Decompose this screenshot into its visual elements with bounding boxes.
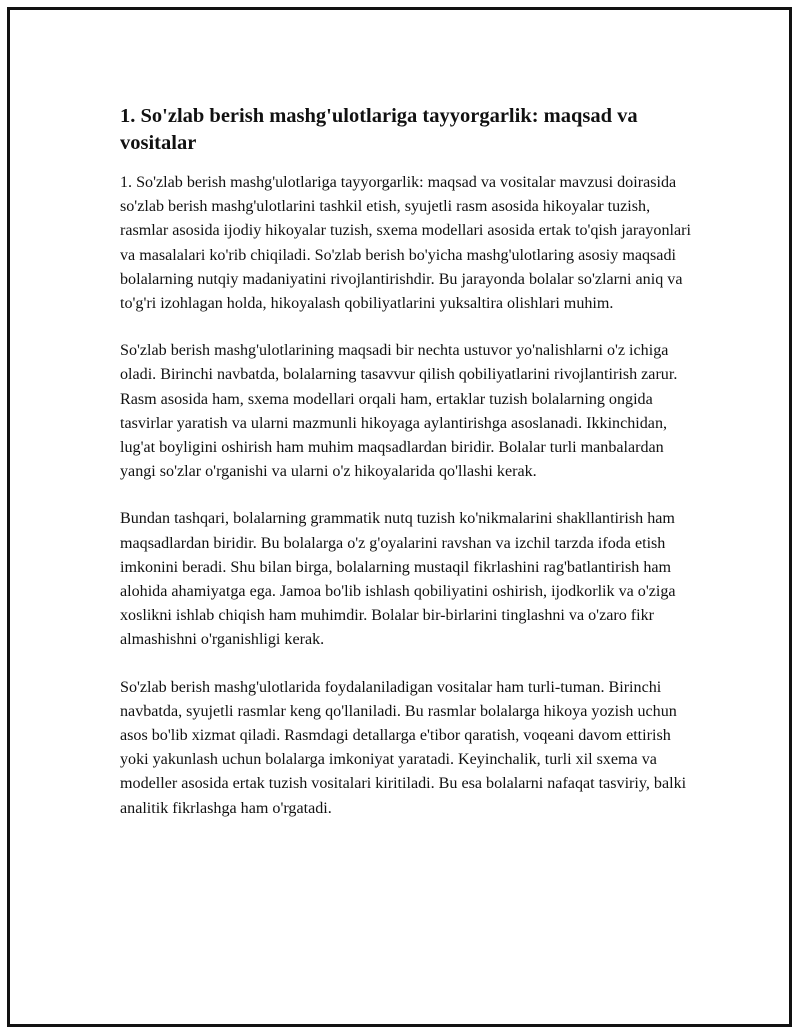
paragraph-1: 1. So'zlab berish mashg'ulotlariga tayyorgarlik: maqsad va vositalar mavzusi doirasida so'zlab berish mashg'ulotlarini tashkil etish, syujetli rasm asosida hikoyalar tuzish, rasmlar asosida ijodiy hikoyalar tuzish, sxema modellari asosida ertak to'qish jarayonlari va masalalari ko'rib chiqiladi. So'zlab berish bo'yicha mashg'ulotlaring asosiy maqsadi bolalarning nutqiy madaniyatini rivojlantirishdir. Bu jarayonda bolalar so'zlarni aniq va to'g'ri izohlagan holda, hikoyalash qobiliyatlarini yuksaltira olishlari muhim. (120, 174, 691, 313)
paragraph-3: Bundan tashqari, bolalarning grammatik nutq tuzish ko'nikmalarini shakllantirish ham maqsadlardan biridir. Bu bolalarga o'z g'oyalarini ravshan va izchil tarzda ifoda etish imkonini beradi. Shu bilan birga, bolalarning mustaqil fikrlashini rag'batlantirish ham alohida ahamiyatga ega. Jamoa bo'lib ishlash qobiliyatini oshirish, ijodkorlik va o'ziga xoslikni ishlab chiqish ham muhimdir. Bolalar bir-birlarini tinglashni va o'zaro fikr almashishni o'rganishligi kerak. (120, 510, 676, 649)
document-title: 1. So'zlab berish mashg'ulotlariga tayyorgarlik: maqsad va vositalar (120, 105, 638, 154)
paragraph-4: So'zlab berish mashg'ulotlarida foydalaniladigan vositalar ham turli-tuman. Birinchi navbatda, syujetli rasmlar keng qo'llaniladi. Bu rasmlar bolalarga hikoya yozish uchun asos bo'lib xizmat qiladi. Rasmdagi detallarga e'tibor qaratish, voqeani davom ettirish yoki yakunlash uchun bolalarga imkoniyat yaratadi. Keyinchalik, turli xil sxema va modeller asosida ertak tuzish vositalari kiritiladi. Bu esa bolalarni nafaqat tasviriy, balki analitik fikrlashga ham o'rgatadi. (120, 678, 687, 817)
page-border (7, 7, 792, 1027)
paragraph-2: So'zlab berish mashg'ulotlarining maqsadi bir nechta ustuvor yo'nalishlarni o'z ichiga oladi. Birinchi navbatda, bolalarning tasavvur qilish qobiliyatlarini rivojlantirish zarur. Rasm asosida ham, sxema modellari orqali ham, ertaklar tuzish bolalarning ongida tasvirlar yaratish va ularni mazmunli hikoyaga aylantirishga asoslanadi. Ikkinchidan, lug'at boyligini oshirish ham muhim maqsadlardan biridir. Bolalar turli manbalardan yangi so'zlar o'rganishi va ularni o'z hikoyalarida qo'llashi kerak. (120, 342, 678, 481)
document-body (120, 103, 702, 844)
